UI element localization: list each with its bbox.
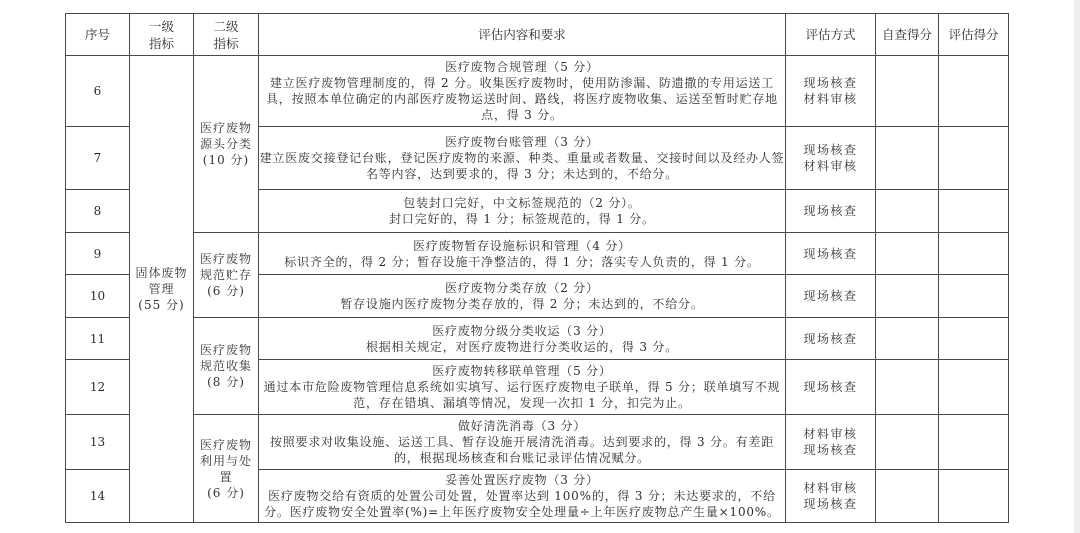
evaluation-table [65,13,1009,523]
eval-score-cell[interactable] [939,127,1009,190]
row-content [259,360,786,415]
row-seq: 7 [66,127,130,190]
self-score-cell[interactable] [876,190,939,233]
row-content [259,190,786,233]
content-title: 包装封口完好，中文标签规范的（2 分）。 [403,196,641,210]
row-content [259,415,786,470]
row-seq: 9 [66,233,130,275]
row-content [259,318,786,360]
content-title: 做好清洗消毒（3 分） [457,419,587,433]
content-detail: 暂存设施内医疗废物分类存放的，得 2 分；未达到的，不给分。 [340,297,704,311]
self-score-cell[interactable] [876,127,939,190]
row-method: 现场核查 [786,190,876,233]
row-seq: 12 [66,360,130,415]
header-level2: 二级 指标 [194,14,259,56]
level2-indicator: 医疗废物 规范贮存 (6 分) [194,233,259,318]
eval-score-cell[interactable] [939,275,1009,318]
row-seq: 10 [66,275,130,318]
content-title: 妥善处置医疗废物（3 分） [445,473,599,487]
table-row [66,318,1009,360]
header-method: 评估方式 [786,14,876,56]
level2-indicator: 医疗废物 源头分类 (10 分) [194,56,259,233]
row-method: 现场核查 材料审核 [786,127,876,190]
row-method: 现场核查 [786,233,876,275]
content-title: 医疗废物分类存放（2 分） [445,281,599,295]
row-content [259,127,786,190]
self-score-cell[interactable] [876,415,939,470]
self-score-cell[interactable] [876,318,939,360]
row-seq: 13 [66,415,130,470]
eval-score-cell[interactable] [939,318,1009,360]
row-method: 现场核查 [786,318,876,360]
eval-score-cell[interactable] [939,56,1009,127]
header-self-score: 自查得分 [876,14,939,56]
content-detail: 通过本市危险废物管理信息系统如实填写、运行医疗废物电子联单，得 5 分；联单填写不规范，存在错填、漏填等情况，发现一次扣 1 分，扣完为止。 [263,380,781,410]
header-level1: 一级 指标 [130,14,194,56]
row-method: 现场核查 [786,360,876,415]
eval-score-cell[interactable] [939,360,1009,415]
content-title: 医疗废物台账管理（3 分） [445,135,599,149]
eval-score-cell[interactable] [939,470,1009,523]
content-detail: 标识齐全的，得 2 分；暂存设施干净整洁的，得 1 分；落实专人负责的，得 1 分。 [284,254,760,269]
content-title: 医疗废物合规管理（5 分） [445,60,599,74]
row-seq: 6 [66,56,130,127]
level2-indicator: 医疗废物 利用与处 置 (6 分) [194,415,259,523]
row-method: 现场核查 材料审核 [786,56,876,127]
eval-score-cell[interactable] [939,190,1009,233]
header-eval-score: 评估得分 [939,14,1009,56]
content-detail: 封口完好的，得 1 分；标签规范的，得 1 分。 [389,212,655,226]
content-detail: 根据相关规定，对医疗废物进行分类收运的，得 3 分。 [365,339,679,354]
row-seq: 8 [66,190,130,233]
content-detail: 医疗废物交给有资质的处置公司处置，处置率达到 100%的，得 3 分；未达要求的，不给分。医疗废物安全处置率(%)=上年医疗废物安全处理量÷上年医疗废物总产生量×100%。 [264,489,780,519]
page-edge [1074,0,1080,533]
row-content [259,470,786,523]
self-score-cell[interactable] [876,233,939,275]
self-score-cell[interactable] [876,56,939,127]
content-detail: 按照要求对收集设施、运送工具、暂存设施开展清洗消毒。达到要求的，得 3 分。有差距的，根据现场核查和台账记录评估情况赋分。 [269,435,775,465]
row-seq: 11 [66,318,130,360]
eval-score-cell[interactable] [939,233,1009,275]
header-seq: 序号 [66,14,130,56]
level1-indicator: 固体废物 管理 (55 分) [130,56,194,523]
row-content [259,233,786,275]
row-content [259,275,786,318]
table-row [66,415,1009,470]
content-title: 医疗废物分级分类收运（3 分） [432,323,612,338]
header-row [66,14,1009,56]
self-score-cell[interactable] [876,275,939,318]
row-seq: 14 [66,470,130,523]
self-score-cell[interactable] [876,360,939,415]
header-content: 评估内容和要求 [259,14,786,56]
row-method: 材料审核 现场核查 [786,415,876,470]
content-title: 医疗废物转移联单管理（5 分） [432,364,612,378]
content-detail: 建立医疗废物管理制度的，得 2 分。收集医疗废物时，使用防渗漏、防遗撒的专用运送工具，按照本单位确定的内部医疗废物运送时间、路线，将医疗废物收集、运送至暂时贮存地点，得 3 分。 [265,76,778,122]
row-content [259,56,786,127]
level2-indicator: 医疗废物 规范收集 (8 分) [194,318,259,415]
eval-score-cell[interactable] [939,415,1009,470]
content-detail: 建立医废交接登记台账，登记医疗废物的来源、种类、重量或者数量、交接时间以及经办人签名等内容，达到要求的，得 3 分；未达到的，不给分。 [259,151,785,181]
row-method: 材料审核 现场核查 [786,470,876,523]
table-row [66,56,1009,127]
table-row [66,233,1009,275]
self-score-cell[interactable] [876,470,939,523]
content-title: 医疗废物暂存设施标识和管理（4 分） [413,238,631,253]
row-method: 现场核查 [786,275,876,318]
